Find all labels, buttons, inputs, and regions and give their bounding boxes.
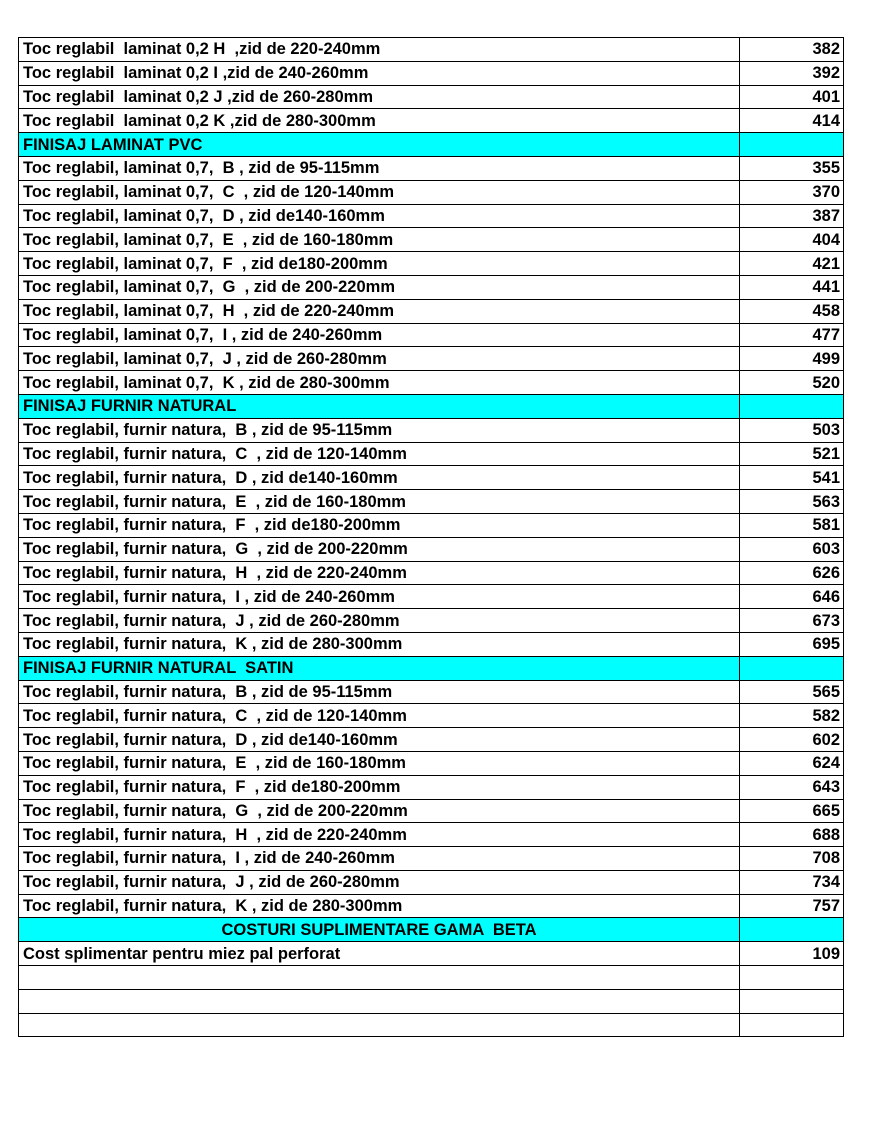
section-header-row (19, 918, 844, 942)
item-description: Toc reglabil, laminat 0,7, E , zid de 160-180mm (19, 228, 740, 252)
table-row (19, 442, 844, 466)
table-row (19, 942, 844, 966)
item-description (19, 966, 740, 990)
item-description: Toc reglabil, furnir natura, K , zid de 280-300mm (19, 632, 740, 656)
item-description (19, 1013, 740, 1037)
item-description: Toc reglabil, furnir natura, G , zid de 200-220mm (19, 537, 740, 561)
section-header-row (19, 394, 844, 418)
item-description: Toc reglabil, laminat 0,7, F , zid de180-200mm (19, 252, 740, 276)
table-row (19, 347, 844, 371)
item-description: Toc reglabil, furnir natura, B , zid de 95-115mm (19, 680, 740, 704)
item-price (740, 656, 844, 680)
table-row (19, 466, 844, 490)
item-price: 688 (740, 823, 844, 847)
table-row (19, 513, 844, 537)
item-description: Toc reglabil, furnir natura, G , zid de 200-220mm (19, 799, 740, 823)
item-price: 581 (740, 513, 844, 537)
table-row (19, 156, 844, 180)
table-row (19, 894, 844, 918)
item-description: Toc reglabil, furnir natura, H , zid de 220-240mm (19, 823, 740, 847)
table-row (19, 823, 844, 847)
item-price: 563 (740, 490, 844, 514)
item-price: 673 (740, 609, 844, 633)
item-price: 602 (740, 728, 844, 752)
item-price (740, 989, 844, 1013)
table-row (19, 323, 844, 347)
item-description: Toc reglabil, furnir natura, D , zid de140-160mm (19, 728, 740, 752)
item-price: 646 (740, 585, 844, 609)
item-price: 626 (740, 561, 844, 585)
price-list-body (19, 38, 844, 1037)
table-row (19, 609, 844, 633)
item-description: Toc reglabil, furnir natura, E , zid de 160-180mm (19, 490, 740, 514)
item-description: Toc reglabil, furnir natura, I , zid de 240-260mm (19, 585, 740, 609)
item-price: 401 (740, 85, 844, 109)
item-price: 582 (740, 704, 844, 728)
item-price: 458 (740, 299, 844, 323)
item-description: Toc reglabil laminat 0,2 K ,zid de 280-300mm (19, 109, 740, 133)
item-description: Toc reglabil, laminat 0,7, H , zid de 220-240mm (19, 299, 740, 323)
item-description: Toc reglabil, laminat 0,7, D , zid de140-160mm (19, 204, 740, 228)
item-description: Toc reglabil laminat 0,2 H ,zid de 220-240mm (19, 38, 740, 62)
item-description: Toc reglabil laminat 0,2 J ,zid de 260-280mm (19, 85, 740, 109)
section-title: FINISAJ FURNIR NATURAL SATIN (19, 656, 740, 680)
item-price: 477 (740, 323, 844, 347)
item-description: Toc reglabil, furnir natura, F , zid de180-200mm (19, 775, 740, 799)
item-description: Toc reglabil, furnir natura, D , zid de140-160mm (19, 466, 740, 490)
item-description: Toc reglabil, furnir natura, F , zid de180-200mm (19, 513, 740, 537)
item-price: 382 (740, 38, 844, 62)
table-row (19, 61, 844, 85)
table-row (19, 704, 844, 728)
item-description: Toc reglabil, furnir natura, C , zid de 120-140mm (19, 442, 740, 466)
price-list-table (18, 37, 844, 1037)
item-description: Toc reglabil laminat 0,2 I ,zid de 240-260mm (19, 61, 740, 85)
item-price: 541 (740, 466, 844, 490)
item-price: 665 (740, 799, 844, 823)
item-price (740, 918, 844, 942)
item-price: 404 (740, 228, 844, 252)
table-row (19, 632, 844, 656)
table-row (19, 252, 844, 276)
table-row (19, 228, 844, 252)
item-description: Toc reglabil, laminat 0,7, J , zid de 260-280mm (19, 347, 740, 371)
empty-row (19, 1013, 844, 1037)
table-row (19, 490, 844, 514)
table-row (19, 585, 844, 609)
item-price: 643 (740, 775, 844, 799)
section-header-row (19, 133, 844, 157)
table-row (19, 109, 844, 133)
item-price: 355 (740, 156, 844, 180)
item-description: Toc reglabil, furnir natura, I , zid de 240-260mm (19, 847, 740, 871)
table-row (19, 371, 844, 395)
empty-row (19, 989, 844, 1013)
item-price: 565 (740, 680, 844, 704)
item-description: Cost splimentar pentru miez pal perforat (19, 942, 740, 966)
item-price: 503 (740, 418, 844, 442)
item-description: Toc reglabil, laminat 0,7, B , zid de 95-115mm (19, 156, 740, 180)
section-title: COSTURI SUPLIMENTARE GAMA BETA (19, 918, 740, 942)
section-header-row (19, 656, 844, 680)
item-description: Toc reglabil, laminat 0,7, I , zid de 240-260mm (19, 323, 740, 347)
table-row (19, 204, 844, 228)
item-price: 695 (740, 632, 844, 656)
item-description: Toc reglabil, furnir natura, C , zid de 120-140mm (19, 704, 740, 728)
section-title: FINISAJ LAMINAT PVC (19, 133, 740, 157)
item-description: Toc reglabil, furnir natura, J , zid de 260-280mm (19, 870, 740, 894)
table-row (19, 418, 844, 442)
table-row (19, 751, 844, 775)
item-description: Toc reglabil, furnir natura, K , zid de 280-300mm (19, 894, 740, 918)
table-row (19, 180, 844, 204)
table-row (19, 299, 844, 323)
table-row (19, 85, 844, 109)
table-row (19, 561, 844, 585)
item-description: Toc reglabil, furnir natura, E , zid de 160-180mm (19, 751, 740, 775)
item-price (740, 133, 844, 157)
item-description: Toc reglabil, laminat 0,7, K , zid de 280-300mm (19, 371, 740, 395)
item-description: Toc reglabil, furnir natura, J , zid de 260-280mm (19, 609, 740, 633)
item-price: 734 (740, 870, 844, 894)
item-price (740, 1013, 844, 1037)
table-row (19, 870, 844, 894)
item-price: 392 (740, 61, 844, 85)
item-price: 109 (740, 942, 844, 966)
table-row (19, 537, 844, 561)
item-price (740, 394, 844, 418)
item-description: Toc reglabil, laminat 0,7, G , zid de 200-220mm (19, 275, 740, 299)
table-row (19, 275, 844, 299)
item-price: 414 (740, 109, 844, 133)
item-price: 370 (740, 180, 844, 204)
item-price: 521 (740, 442, 844, 466)
item-price: 603 (740, 537, 844, 561)
item-description: Toc reglabil, furnir natura, B , zid de 95-115mm (19, 418, 740, 442)
item-price: 757 (740, 894, 844, 918)
item-price: 520 (740, 371, 844, 395)
item-description (19, 989, 740, 1013)
table-row (19, 799, 844, 823)
item-price: 387 (740, 204, 844, 228)
table-row (19, 728, 844, 752)
item-price: 499 (740, 347, 844, 371)
item-price: 624 (740, 751, 844, 775)
item-price: 441 (740, 275, 844, 299)
table-row (19, 38, 844, 62)
item-price: 421 (740, 252, 844, 276)
table-row (19, 680, 844, 704)
empty-row (19, 966, 844, 990)
item-description: Toc reglabil, laminat 0,7, C , zid de 120-140mm (19, 180, 740, 204)
table-row (19, 847, 844, 871)
section-title: FINISAJ FURNIR NATURAL (19, 394, 740, 418)
item-price: 708 (740, 847, 844, 871)
table-row (19, 775, 844, 799)
item-price (740, 966, 844, 990)
item-description: Toc reglabil, furnir natura, H , zid de 220-240mm (19, 561, 740, 585)
